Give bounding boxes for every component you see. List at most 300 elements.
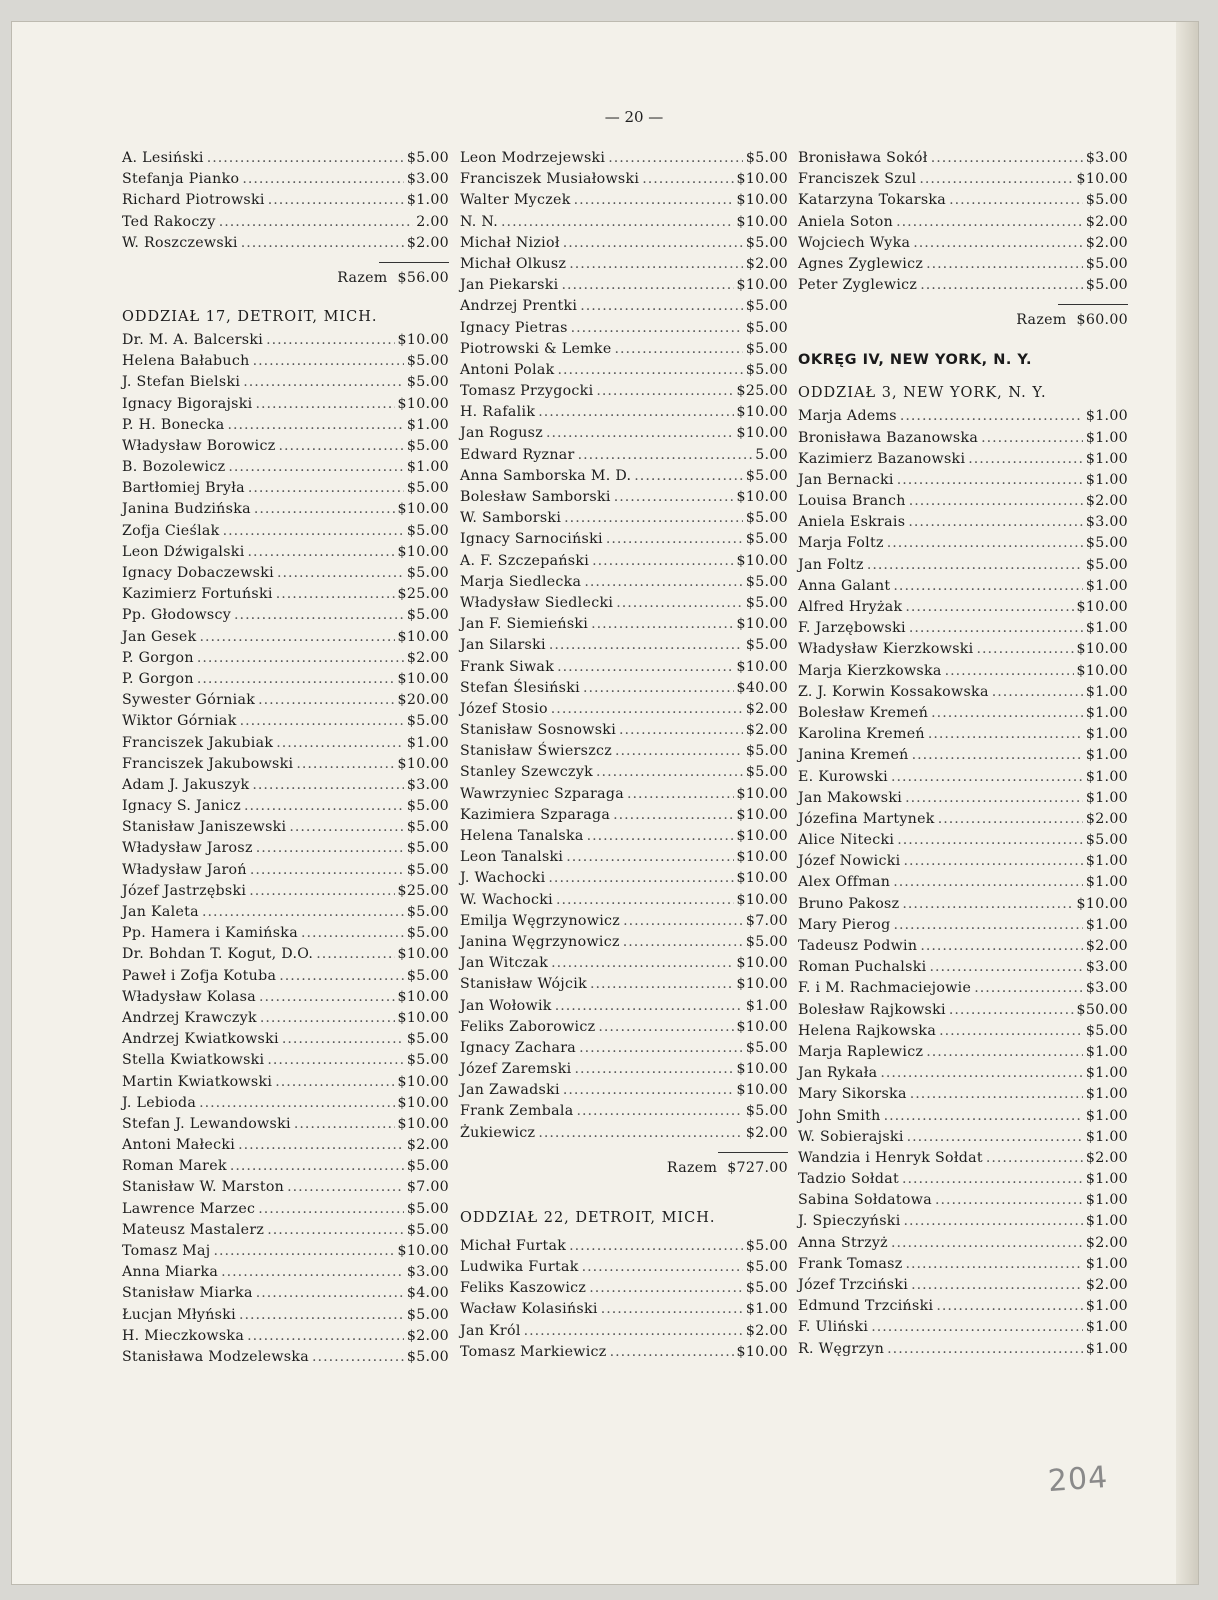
donation-amount: $5.00	[406, 353, 449, 370]
donor-name: Tadeusz Podwin	[798, 938, 918, 954]
dot-leader	[239, 1307, 404, 1323]
donor-name: J. Wachocki	[460, 870, 546, 887]
donation-amount: $1.00	[1085, 1319, 1128, 1336]
dot-leader	[564, 510, 743, 526]
donation-amount: $2.00	[745, 1124, 788, 1141]
donor-name: Michał Furtak	[460, 1237, 567, 1254]
donor-row	[122, 1137, 449, 1158]
donation-amount: $5.00	[745, 1237, 788, 1254]
donor-name: Anna Strzyż	[798, 1234, 888, 1251]
dot-leader	[258, 1201, 404, 1217]
donation-amount: $1.00	[1085, 408, 1128, 425]
donor-row	[460, 1301, 788, 1322]
donation-amount: $5.00	[406, 925, 449, 942]
dot-leader	[563, 1082, 734, 1098]
donation-amount: $2.00	[1085, 1234, 1128, 1251]
dot-leader	[248, 544, 395, 560]
donor-name: Wawrzyniec Szparaga	[460, 785, 624, 802]
donation-amount: $5.00	[745, 764, 788, 781]
donor-name: Jan Witczak	[460, 955, 549, 972]
donor-name: Jan Zawadski	[460, 1082, 560, 1099]
donation-amount: $1.00	[1085, 620, 1128, 637]
section-title: ODDZIAŁ 3, NEW YORK, N. Y.	[798, 385, 1047, 402]
dot-leader	[587, 828, 734, 844]
donation-amount: $5.00	[1085, 556, 1128, 573]
donor-name: Łucjan Młyński	[122, 1306, 236, 1323]
donor-name: P. Gorgon	[122, 670, 194, 687]
dot-leader	[592, 553, 733, 569]
dot-leader	[582, 1259, 743, 1275]
donor-row	[122, 171, 449, 192]
donor-name: Sabina Sołdatowa	[798, 1192, 932, 1209]
donor-name: Antoni Małecki	[122, 1137, 236, 1154]
donor-row	[798, 726, 1128, 747]
dot-leader	[905, 790, 1083, 806]
donor-row	[460, 659, 788, 680]
donation-amount: $10.00	[736, 976, 788, 993]
donor-row	[460, 595, 788, 616]
dot-leader	[580, 298, 743, 314]
donation-amount: $1.00	[1085, 1086, 1128, 1103]
donor-name: Sywester Górniak	[122, 692, 256, 709]
dot-leader	[884, 1108, 1083, 1124]
donation-amount: $10.00	[736, 1018, 788, 1035]
donor-row	[122, 883, 449, 904]
dot-leader	[931, 150, 1083, 166]
dot-leader	[936, 1298, 1083, 1314]
dot-leader	[254, 501, 395, 517]
donation-amount: $10.00	[736, 425, 788, 442]
dot-leader	[230, 1158, 404, 1174]
donor-name: Jan Wołowik	[460, 997, 552, 1014]
donor-name: Pp. Głodowscy	[122, 607, 232, 624]
donor-row	[460, 1323, 788, 1344]
donation-amount: $5.00	[406, 1348, 449, 1365]
donor-row	[798, 1065, 1128, 1086]
subtotal	[122, 256, 449, 298]
donation-amount: $5.00	[406, 713, 449, 730]
dot-leader	[623, 913, 743, 929]
donor-name: Ignacy Dobaczewski	[122, 565, 274, 581]
dot-leader	[578, 447, 753, 463]
donor-row	[460, 531, 788, 552]
dot-leader	[615, 743, 743, 759]
donor-name: Andrzej Prentki	[460, 298, 578, 315]
donation-amount: $10.00	[1076, 895, 1128, 912]
donation-amount: $10.00	[397, 988, 449, 1005]
donation-amount: $2.00	[1085, 493, 1128, 510]
page-number: — 20 —	[604, 108, 664, 126]
donation-amount: $1.00	[1085, 450, 1128, 467]
donation-amount: $2.00	[406, 1327, 449, 1344]
donor-list	[122, 150, 449, 256]
donation-amount: $10.00	[397, 628, 449, 645]
donation-amount: $2.00	[1085, 234, 1128, 251]
donor-row	[798, 1150, 1128, 1171]
donor-name: Marja Foltz	[798, 535, 884, 552]
donor-row	[122, 374, 449, 395]
donor-name: Franciszek Jakubowski	[122, 755, 294, 772]
donation-amount: $10.00	[736, 785, 788, 802]
donor-row	[460, 1061, 788, 1082]
donor-name: Marja Adems	[798, 408, 897, 425]
donor-row	[122, 840, 449, 861]
donor-row	[460, 214, 788, 235]
donor-row	[460, 1019, 788, 1040]
donation-amount: 5.00	[755, 446, 788, 463]
donation-amount: $10.00	[736, 213, 788, 230]
donor-row	[798, 1319, 1128, 1340]
dot-leader	[935, 1192, 1083, 1208]
donor-name: Janina Kremeń	[798, 747, 909, 764]
donor-name: E. Kurowski	[798, 768, 888, 785]
dot-leader	[277, 565, 404, 581]
donor-name: Władysław Siedlecki	[460, 594, 614, 611]
donor-row	[122, 904, 449, 925]
donor-name: Mary Sikorska	[798, 1086, 907, 1103]
donation-amount: $1.00	[1085, 1043, 1128, 1060]
donor-row	[122, 989, 449, 1010]
donation-amount: $1.00	[1085, 853, 1128, 870]
subtotal-rule	[718, 1152, 788, 1153]
subtotal-rule	[1058, 304, 1128, 305]
donor-name: Tadzio Sołdat	[798, 1171, 899, 1188]
donor-row	[460, 235, 788, 256]
donation-amount: $10.00	[397, 1073, 449, 1090]
donor-row	[460, 447, 788, 468]
donor-name: Emilja Węgrzynowicz	[460, 912, 621, 929]
donation-amount: $10.00	[397, 755, 449, 772]
donation-amount: $5.00	[406, 904, 449, 920]
dot-leader	[202, 904, 404, 920]
dot-leader	[949, 1002, 1074, 1018]
donor-row	[460, 510, 788, 531]
donor-name: Adam J. Jakuszyk	[122, 776, 250, 793]
donation-amount: $10.00	[736, 277, 788, 294]
donor-row	[798, 277, 1128, 298]
dot-leader	[598, 1019, 733, 1035]
donor-name: Peter Zyglewicz	[798, 277, 918, 294]
donation-amount: $50.00	[1076, 1001, 1128, 1018]
donor-row	[122, 629, 449, 650]
donor-row	[122, 713, 449, 734]
donor-row	[798, 1044, 1128, 1065]
donation-amount: $2.00	[406, 234, 449, 251]
donation-amount: $2.00	[1085, 213, 1128, 230]
dot-leader	[992, 684, 1083, 700]
donor-name: A. F. Szczepański	[460, 552, 590, 569]
donor-name: Pp. Hamera i Kamińska	[122, 925, 298, 942]
donor-name: Dr. M. A. Balcerski	[122, 331, 264, 348]
dot-leader	[200, 629, 395, 645]
donor-row	[460, 616, 788, 637]
dot-leader	[207, 150, 404, 166]
donor-row	[460, 171, 788, 192]
donor-row	[122, 650, 449, 671]
donor-row	[460, 701, 788, 722]
dot-leader	[538, 404, 733, 420]
donation-amount: $2.00	[406, 1137, 449, 1154]
donation-amount: $1.00	[1085, 1192, 1128, 1209]
dot-leader	[557, 659, 733, 675]
donor-name: Frank Zembala	[460, 1103, 574, 1120]
donor-row	[122, 235, 449, 256]
donor-row	[798, 150, 1128, 171]
donation-amount: $1.00	[745, 997, 788, 1014]
dot-leader	[905, 599, 1073, 615]
donor-name: Jan Foltz	[798, 556, 864, 573]
donor-name: Franciszek Szul	[798, 171, 917, 188]
donation-amount: $1.00	[1085, 768, 1128, 785]
dot-leader	[576, 1103, 742, 1119]
dot-leader	[561, 277, 733, 293]
dot-leader	[938, 811, 1083, 827]
donation-amount: $2.00	[745, 700, 788, 717]
donation-amount: $5.00	[745, 531, 788, 548]
donor-row	[798, 1213, 1128, 1234]
donation-amount: $5.00	[406, 480, 449, 497]
donation-amount: $5.00	[1085, 192, 1128, 209]
donation-amount: $5.00	[406, 840, 449, 857]
donation-amount: $20.00	[397, 692, 449, 709]
dot-leader	[920, 938, 1083, 954]
donor-row	[122, 1052, 449, 1073]
dot-leader	[986, 1150, 1083, 1166]
donor-name: P. H. Bonecka	[122, 416, 225, 433]
donor-row	[460, 404, 788, 425]
dot-leader	[267, 1222, 404, 1238]
donation-amount: $5.00	[745, 510, 788, 527]
dot-leader	[282, 1031, 404, 1047]
donor-name: Wandzia i Henryk Sołdat	[798, 1149, 983, 1166]
dot-leader	[981, 430, 1083, 446]
donor-row	[122, 1010, 449, 1031]
donation-amount: $5.00	[745, 298, 788, 315]
donor-name: Jan Bernacki	[798, 471, 894, 488]
donation-amount: $25.00	[397, 586, 449, 603]
donor-name: Leon Dźwigalski	[122, 543, 245, 560]
dot-leader	[501, 214, 734, 230]
donor-row	[122, 1179, 449, 1200]
donor-name: Stanisław W. Marston	[122, 1179, 285, 1196]
dot-leader	[549, 637, 743, 653]
dot-leader	[596, 383, 733, 399]
dot-leader	[569, 1238, 743, 1254]
donation-amount: $1.00	[1085, 683, 1128, 700]
donor-row	[122, 671, 449, 692]
dot-leader	[213, 1243, 394, 1259]
donation-amount: $2.00	[745, 722, 788, 739]
donation-amount: $5.00	[745, 1259, 788, 1275]
donor-name: J. Spieczyński	[798, 1213, 901, 1230]
donation-amount: $1.00	[1085, 429, 1128, 446]
donor-name: W. Wachocki	[460, 891, 553, 908]
donor-name: Kazimiera Szparaga	[460, 806, 611, 823]
donor-name: W. Roszczewski	[122, 234, 238, 251]
dot-leader	[571, 320, 743, 336]
dot-leader	[887, 535, 1083, 551]
donor-name: Jan Makowski	[798, 789, 903, 806]
donor-row	[460, 383, 788, 404]
dot-leader	[247, 1328, 404, 1344]
donation-amount: $5.00	[745, 361, 788, 378]
subtotal-label: Razem	[1016, 312, 1067, 329]
donor-row	[122, 925, 449, 946]
dot-leader	[908, 514, 1083, 530]
donor-list	[460, 1238, 788, 1365]
donor-row	[460, 192, 788, 213]
donor-row	[122, 756, 449, 777]
donation-amount: $25.00	[397, 882, 449, 899]
donor-row	[798, 408, 1128, 429]
donation-amount: $5.00	[406, 967, 449, 984]
donor-name: J. Lebioda	[122, 1094, 197, 1111]
donor-row	[798, 472, 1128, 493]
donor-name: Ted Rakoczy	[122, 213, 216, 230]
donation-amount: $10.00	[397, 543, 449, 560]
donor-row	[460, 807, 788, 828]
donor-name: Ignacy Sarnociński	[460, 531, 603, 548]
section-title: ODDZIAŁ 22, DETROIT, MICH.	[460, 1209, 716, 1226]
donor-row	[122, 523, 449, 544]
dot-leader	[893, 874, 1083, 890]
donor-row	[460, 743, 788, 764]
dot-leader	[289, 819, 403, 835]
donor-name: Stanisław Sosnowski	[460, 722, 617, 739]
donor-row	[122, 1264, 449, 1285]
dot-leader	[893, 578, 1082, 594]
donor-row	[460, 1082, 788, 1103]
donor-row	[460, 764, 788, 785]
dot-leader	[601, 1301, 743, 1317]
dot-leader	[301, 925, 404, 941]
donor-name: Alice Nitecki	[798, 832, 895, 849]
donation-amount: $10.00	[736, 1082, 788, 1099]
donation-amount: $5.00	[745, 319, 788, 336]
dot-leader	[945, 663, 1074, 679]
donor-row	[798, 874, 1128, 895]
donor-name: Jan Silarski	[460, 637, 546, 654]
donation-amount: $1.00	[1085, 916, 1128, 933]
donation-amount: $5.00	[406, 1306, 449, 1323]
donor-row	[460, 1238, 788, 1259]
donor-name: Katarzyna Tokarska	[798, 192, 947, 209]
donor-name: Anna Galant	[798, 577, 891, 594]
donation-amount: $5.00	[406, 798, 449, 815]
donor-name: Alex Offman	[798, 874, 891, 891]
donor-row	[798, 192, 1128, 213]
dot-leader	[548, 870, 733, 886]
donation-amount: $5.00	[745, 573, 788, 590]
donor-row	[798, 451, 1128, 472]
donation-amount: $5.00	[406, 437, 449, 454]
donor-name: Andrzej Kwiatkowski	[122, 1031, 279, 1048]
donation-amount: $5.00	[406, 565, 449, 581]
dot-leader	[242, 171, 404, 187]
donor-row	[798, 641, 1128, 662]
donor-row	[122, 214, 449, 235]
donor-row	[798, 1023, 1128, 1044]
donor-name: Roman Marek	[122, 1158, 227, 1175]
donation-amount: $5.00	[406, 1158, 449, 1175]
donor-name: Edmund Trzciński	[798, 1298, 934, 1315]
donor-row	[798, 1086, 1128, 1107]
donor-name: Józef Nowicki	[798, 853, 901, 870]
donor-name: Jan Rogusz	[460, 425, 543, 442]
dot-leader	[243, 374, 404, 390]
donation-amount: $1.00	[1085, 1107, 1128, 1124]
donor-row	[122, 862, 449, 883]
donor-list	[798, 150, 1128, 298]
donation-amount: $10.00	[397, 1094, 449, 1111]
donor-row	[122, 565, 449, 586]
dot-leader	[569, 256, 743, 272]
dot-leader	[279, 968, 404, 984]
donor-row	[798, 790, 1128, 811]
donation-amount: $7.00	[406, 1179, 449, 1196]
region-title: OKRĘG IV, NEW YORK, N. Y.	[798, 352, 1033, 369]
donor-row	[798, 705, 1128, 726]
donation-amount: $3.00	[1085, 959, 1128, 976]
dot-leader	[240, 713, 404, 729]
donor-name: Helena Rajkowska	[798, 1022, 937, 1039]
donor-name: Wiktor Górniak	[122, 713, 237, 730]
donor-row	[460, 553, 788, 574]
dot-leader	[627, 786, 734, 802]
donor-name: Jan Rykała	[798, 1065, 878, 1082]
dot-leader	[583, 680, 734, 696]
dot-leader	[903, 853, 1082, 869]
donor-row	[122, 1031, 449, 1052]
donor-row	[122, 353, 449, 374]
dot-leader	[234, 607, 404, 623]
donation-amount: $3.00	[1085, 514, 1128, 531]
dot-leader	[974, 980, 1083, 996]
subtotal-amount: $60.00	[1076, 312, 1128, 329]
donation-amount: $10.00	[736, 489, 788, 505]
donation-amount: $10.00	[736, 870, 788, 887]
dot-leader	[928, 726, 1083, 742]
dot-leader	[909, 620, 1083, 636]
donor-name: Leon Tanalski	[460, 849, 564, 866]
dot-leader	[900, 408, 1083, 424]
donor-name: Franciszek Musiałowski	[460, 171, 640, 188]
dot-leader	[584, 574, 743, 590]
donation-amount: $5.00	[745, 743, 788, 760]
donation-amount: $1.00	[1085, 789, 1128, 806]
donor-name: Leon Modrzejewski	[460, 150, 606, 166]
donation-amount: $10.00	[736, 955, 788, 972]
donation-amount: $1.00	[1085, 1171, 1128, 1188]
donor-row	[798, 747, 1128, 768]
dot-leader	[555, 998, 743, 1014]
donor-row	[798, 1192, 1128, 1213]
subtotal	[798, 298, 1128, 340]
donation-amount: $1.00	[1085, 874, 1128, 891]
donor-name: Żukiewicz	[460, 1124, 536, 1141]
donation-amount: $2.00	[1085, 938, 1128, 954]
donor-row	[122, 150, 449, 171]
donor-name: Bolesław Rajkowski	[798, 1001, 946, 1018]
donor-name: W. Samborski	[460, 510, 562, 527]
donor-name: Z. J. Korwin Kossakowska	[798, 683, 989, 700]
donor-name: Franciszek Jakubiak	[122, 734, 274, 751]
donation-amount: $3.00	[1085, 980, 1128, 997]
donation-amount: $5.00	[406, 1221, 449, 1238]
donor-row	[798, 557, 1128, 578]
donor-name: Stanisław Janiszewski	[122, 819, 287, 836]
donor-name: Edward Ryznar	[460, 446, 575, 463]
